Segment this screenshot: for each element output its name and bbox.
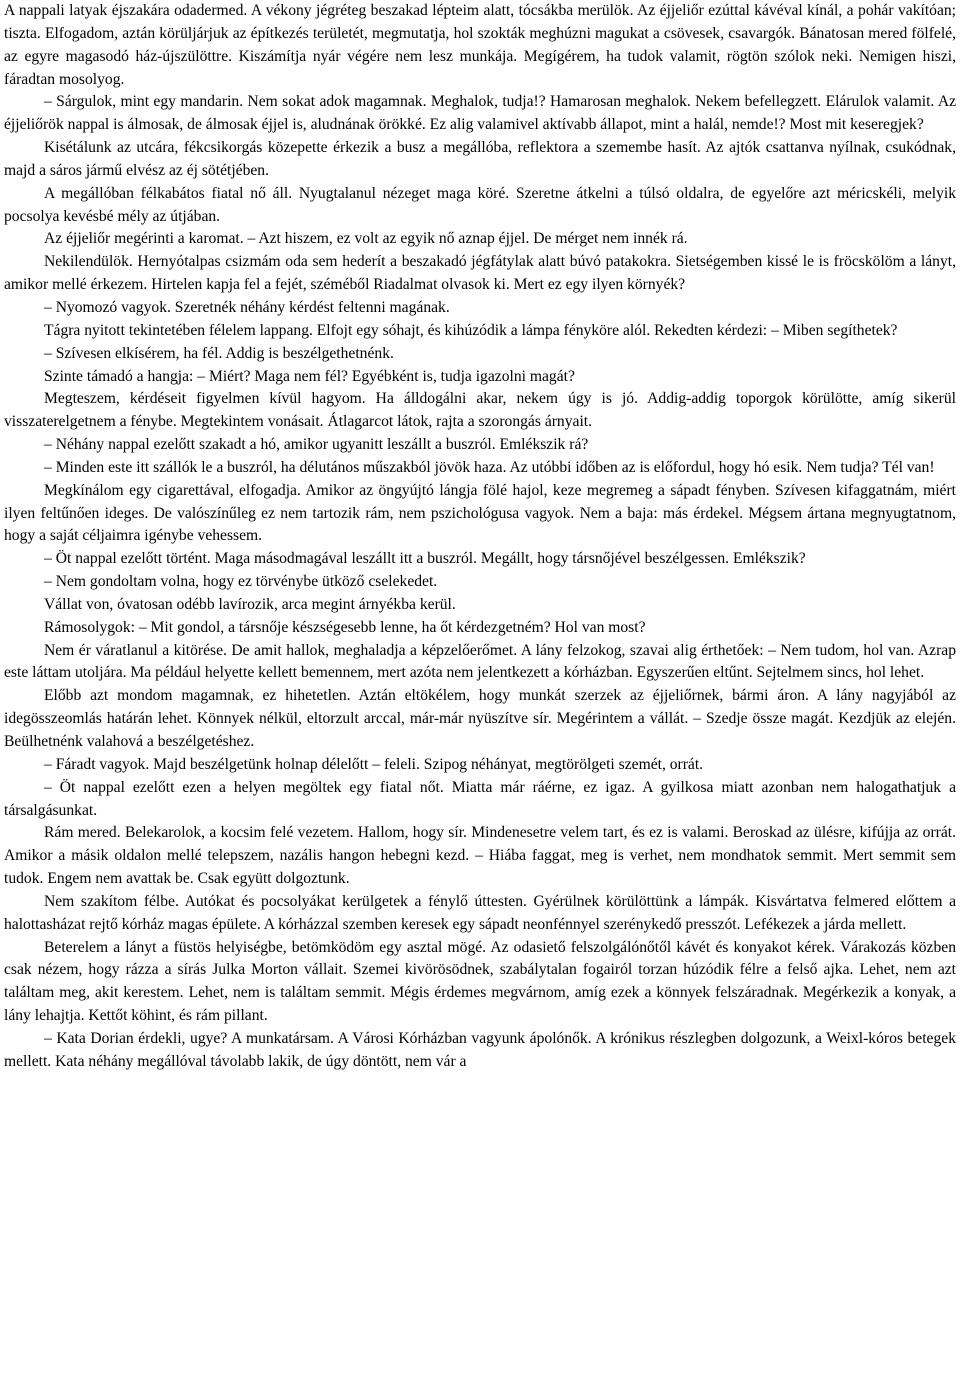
paragraph: Megteszem, kérdéseit figyelmen kívül hagyom. Ha álldogálni akar, nekem úgy is jó. Addig-addig toporgok körülötte, amíg sikerül visszaterelgetnem a fénybe. Megtekintem vonásait. Átlagarcot látok, rajta a szorongás árnyait. — [4, 390, 956, 431]
paragraph: Szinte támadó a hangja: – Miért? Maga nem fél? Egyébként is, tudja igazolni magát? — [44, 367, 575, 385]
paragraph: A nappali latyak éjszakára odadermed. A vékony jégréteg beszakad lépteim alatt, tócsákba merülök. Az éjjeliőr ezúttal kávéval kínál, a pohár vakítóan; tiszta. Elfogadom, aztán körüljárjuk az építkezés területét, megmutatja, hol szokták meghúzni magukat a csövesek, csavargók. Bánatosan mered fölfelé, az egyre magasodó ház-újszülöttre. Kiszámítja nyár végére nem lesz munkája. Megígérem, ha tudok valamit, rögtön szólok neki. Nemigen hiszi, fáradtan mosolyog. — [4, 2, 956, 88]
paragraph: Megkínálom egy cigarettával, elfogadja. Amikor az öngyújtó lángja fölé hajol, keze megremeg a sápadt fényben. Szívesen kifaggatnám, miért ilyen feltűnően ideges. De valószínűleg ez nem tartozik rám, nem pszichológusa vagyok. Nem a baja: más érdekel. Mégsem ártana megnyugtatnom, hogy a saját céljaimra igénybe vehessem. — [4, 481, 956, 545]
paragraph: – Öt nappal ezelőtt ezen a helyen megöltek egy fiatal nőt. Miatta már ráérne, ez igaz. A gyilkosa miatt azonban nem halogathatjuk a társalgásunkat. — [4, 778, 956, 819]
paragraph: – Kata Dorian érdekli, ugye? A munkatársam. A Városi Kórházban vagyunk ápolónők. A krónikus részlegben dolgozunk, a Weixl-kóros betegek mellett. Kata néhány megállóval távolabb lakik, de úgy döntött, nem vár a — [4, 1029, 956, 1070]
paragraph: Tágra nyitott tekintetében félelem lappang. Elfojt egy sóhajt, és kihúzódik a lámpa fényköre alól. Rekedten kérdezi: – Miben segíthetek? — [44, 321, 898, 339]
paragraph: Az éjjeliőr megérinti a karomat. – Azt hiszem, ez volt az egyik nő aznap éjjel. De mérget nem innék rá. — [44, 230, 688, 248]
paragraph: Rám mered. Belekarolok, a kocsim felé vezetem. Hallom, hogy sír. Mindenesetre velem tart, és ez is valami. Beroskad az ülésre, kifújja az orrát. Amikor a másik oldalon mellé telepszem, nazális hangon hebegni kezd. – Hiába faggat, meg is verhet, nem mondhatok semmit. Mert semmit sem tudok. Engem nem avattak be. Csak együtt dolgoztunk. — [4, 824, 956, 888]
paragraph: A megállóban félkabátos fiatal nő áll. Nyugtalanul nézeget maga köré. Szeretne átkelni a túlsó oldalra, de egyelőre azt méricskéli, melyik pocsolya kevésbé mély az útjában. — [4, 184, 956, 225]
body-text — [4, 0, 956, 1074]
paragraph: – Nem gondoltam volna, hogy ez törvénybe ütköző cselekedet. — [44, 573, 438, 591]
paragraph: – Fáradt vagyok. Majd beszélgetünk holnap délelőtt – feleli. Szipog néhányat, megtörölgeti szemét, orrát. — [44, 755, 704, 773]
document-page — [4, 0, 956, 1380]
paragraph: – Öt nappal ezelőtt történt. Maga másodmagával leszállt itt a buszról. Megállt, hogy társnőjével beszélgessen. Emlékszik? — [44, 550, 806, 568]
paragraph: Vállat von, óvatosan odébb lavírozik, arca megint árnyékba kerül. — [44, 595, 456, 613]
paragraph: Kisétálunk az utcára, fékcsikorgás közepette érkezik a busz a megállóba, reflektora a szemembe hasít. Az ajtók csattanva nyílnak, csukódnak, majd a sáros jármű elvész az éj sötétjében. — [4, 139, 956, 179]
paragraph: – Sárgulok, mint egy mandarin. Nem sokat adok magamnak. Meghalok, tudja!? Hamarosan meghalok. Nekem befellegzett. Elárulok valamit. Az éjjeliőrök nappal is álmosak, de álmosak éjjel is, aludnának örökké. Ez alig valamivel aktívabb állapot, mint a halál, nemde!? Most mit keseregjek? — [4, 93, 956, 134]
paragraph: Beterelem a lányt a füstös helyiségbe, betömködöm egy asztal mögé. Az odasiető felszolgálónőtől kávét és konyakot kérek. Várakozás közben csak nézem, hogy rázza a sírás Julka Morton vállait. Szemei kivörösödnek, szabálytalan fogairól torzan húzódik félre a felső ajka. Lehet, nem azt találtam meg, akit kerestem. Lehet, nem is találtam semmit. Mégis érdemes megvárnom, amíg ezek a könnyek felszáradnak. Megérkezik a konyak, a lány lehajtja. Kettőt köhint, és rám pillant. — [4, 938, 956, 1025]
paragraph: – Nyomozó vagyok. Szeretnék néhány kérdést feltenni magának. — [44, 298, 450, 316]
paragraph: – Minden este itt szállók le a buszról, ha délutános műszakból jövök haza. Az utóbbi időben az is előfordul, hogy hó esik. Nem tudja? Tél van! — [44, 458, 935, 476]
paragraph: Nekilendülök. Hernyótalpas csizmám oda sem hederít a beszakadó jégfátylak alatt búvó patakokra. Sietségemben kissé le is fröcskölöm a lányt, amikor mellé érkezem. Hirtelen kapja fel a fejét, széméből Riadalmat olvasok ki. Mert ez egy ilyen környék? — [4, 253, 956, 294]
paragraph: – Néhány nappal ezelőtt szakadt a hó, amikor ugyanitt leszállt a buszról. Emlékszik rá? — [44, 436, 589, 454]
paragraph: Nem szakítom félbe. Autókat és pocsolyákat kerülgetek a fénylő úttesten. Gyérülnek körülöttünk a lámpák. Kisvártatva felmered előttem a halottasházat rejtő kórház magas épülete. A kórházzal szemben keresek egy sápadt neonfénnyel szerénykedő presszót. Lefékezek a járda mellett. — [4, 892, 956, 933]
paragraph: Nem ér váratlanul a kitörése. De amit hallok, meghaladja a képzelőerőmet. A lány felzokog, szavai alig érthetőek: – Nem tudom, hol van. Azrap este láttam utoljára. Ma például helyette kellett bemennem, mert azóta nem jelentkezett a kórházban. Egyszerűen eltűnt. Sejtelmem sincs, hol lehet. — [4, 641, 956, 682]
paragraph: Előbb azt mondom magamnak, ez hihetetlen. Aztán eltökélem, hogy munkát szerzek az éjjeliőrnek, bármi áron. A lány nagyjából az idegösszeomlás határán lehet. Könnyek nélkül, eltorzult arccal, már-már nyüszítve sír. Megérintem a vállát. – Szedje össze magát. Kezdjük az elején. Beülhetnénk valahová a beszélgetéshez. — [4, 687, 956, 750]
paragraph: Rámosolygok: – Mit gondol, a társnője készségesebb lenne, ha őt kérdezgetném? Hol van most? — [44, 618, 646, 636]
paragraph: – Szívesen elkísérem, ha fél. Addig is beszélgethetnénk. — [44, 344, 394, 362]
